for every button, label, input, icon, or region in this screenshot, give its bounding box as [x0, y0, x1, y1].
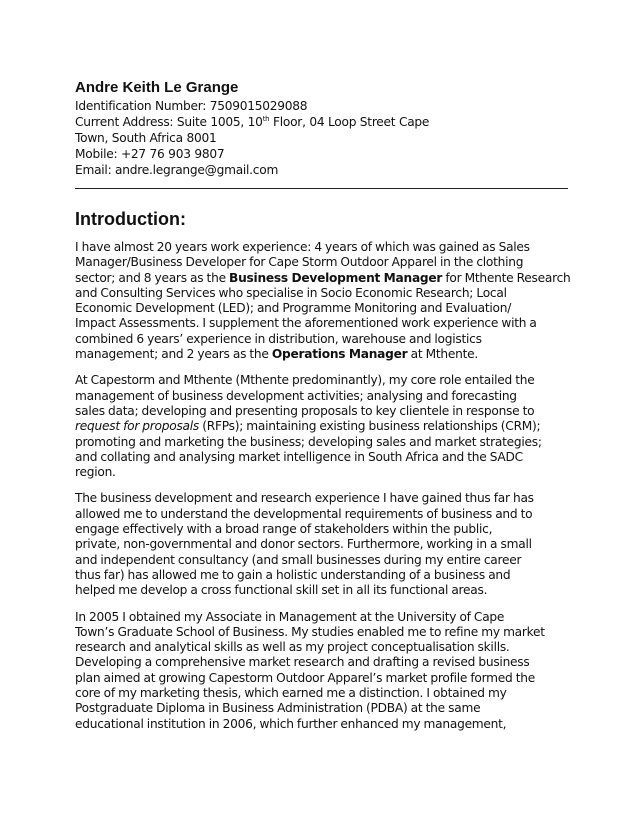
- id-number-line: Identification Number: 7509015029088: [75, 99, 308, 113]
- text-run: for Mthente Research: [442, 270, 571, 285]
- text-line: and collating and analysing market intelligence in South Africa and the SADC: [75, 449, 523, 464]
- text-line: research and analytical skills as well as my project conceptualisation skills.: [75, 640, 510, 655]
- intro-paragraph-3: [75, 491, 568, 598]
- text-line: private, non-governmental and donor sectors. Furthermore, working in a small: [75, 537, 532, 552]
- text-line: Impact Assessments. I supplement the aforementioned work experience with a: [75, 316, 537, 331]
- text-line: plan aimed at growing Capestorm Outdoor Apparel’s market profile formed the: [75, 670, 536, 685]
- document-body: [75, 78, 571, 743]
- text-line: region.: [75, 465, 116, 480]
- text-run: (RFPs); maintaining existing business relationships (CRM);: [199, 419, 541, 434]
- section-title-introduction: Introduction:: [75, 209, 186, 229]
- text-run: management; and 2 years as the: [75, 347, 272, 362]
- text-line: The business development and research experience I have gained thus far has: [75, 491, 534, 506]
- intro-paragraph-1: [75, 240, 571, 362]
- text-line: Economic Development (LED); and Programme Monitoring and Evaluation/: [75, 301, 512, 316]
- text-line: thus far) has allowed me to gain a holistic understanding of a business and: [75, 567, 511, 582]
- text-line: [75, 347, 568, 362]
- text-line: Postgraduate Diploma in Business Administration (PDBA) at the same: [75, 701, 481, 716]
- address-part: Current Address: Suite 1005, 10: [75, 115, 263, 129]
- text-line: Developing a comprehensive market research and drafting a revised business: [75, 655, 530, 670]
- mobile-line: Mobile: +27 76 903 9807: [75, 147, 225, 161]
- address-line-2: Town, South Africa 8001: [75, 131, 217, 145]
- emphasis-term: request for proposals: [75, 419, 200, 434]
- address-line-1: [75, 114, 568, 130]
- text-line: and Consulting Services who specialise in Socio Economic Research; Local: [75, 285, 507, 300]
- text-line: [75, 419, 568, 434]
- text-line: At Capestorm and Mthente (Mthente predominantly), my core role entailed the: [75, 373, 535, 388]
- text-run: at Mthente.: [407, 347, 478, 362]
- text-line: and independent consultancy (and small businesses during my entire career: [75, 552, 522, 567]
- emphasis-job-title: Business Development Manager: [229, 270, 443, 285]
- header-divider: [75, 188, 568, 189]
- text-line: combined 6 years’ experience in distribution, warehouse and logistics: [75, 331, 482, 346]
- text-line: In 2005 I obtained my Associate in Management at the University of Cape: [75, 609, 505, 624]
- contact-header: [75, 78, 568, 178]
- text-line: [75, 270, 571, 286]
- text-line: Town’s Graduate School of Business. My studies enabled me to refine my market: [75, 624, 545, 639]
- text-line: I have almost 20 years work experience: 4 years of which was gained as Sales: [75, 240, 530, 254]
- text-line: core of my marketing thesis, which earned me a distinction. I obtained my: [75, 686, 507, 701]
- ordinal-suffix: th: [262, 114, 270, 123]
- intro-paragraph-4: [75, 610, 568, 732]
- email-line: Email: andre.legrange@gmail.com: [75, 163, 279, 177]
- candidate-name: Andre Keith Le Grange: [75, 79, 239, 96]
- text-line: management of business development activities; analysing and forecasting: [75, 388, 517, 403]
- text-run: sector; and 8 years as the: [75, 270, 230, 285]
- text-line: allowed me to understand the developmental requirements of business and to: [75, 506, 533, 521]
- text-line: engage effectively with a broad range of stakeholders within the public,: [75, 522, 493, 537]
- intro-paragraph-2: [75, 373, 568, 480]
- emphasis-job-title: Operations Manager: [271, 347, 408, 362]
- text-line: helped me develop a cross functional skill set in all its functional areas.: [75, 583, 488, 598]
- address-part: Floor, 04 Loop Street Cape: [269, 115, 430, 129]
- text-line: educational institution in 2006, which further enhanced my management,: [75, 716, 507, 731]
- text-line: promoting and marketing the business; developing sales and market strategies;: [75, 434, 542, 449]
- text-line: sales data; developing and presenting proposals to key clientele in response to: [75, 403, 535, 418]
- text-line: Manager/Business Developer for Cape Storm Outdoor Apparel in the clothing: [75, 255, 524, 270]
